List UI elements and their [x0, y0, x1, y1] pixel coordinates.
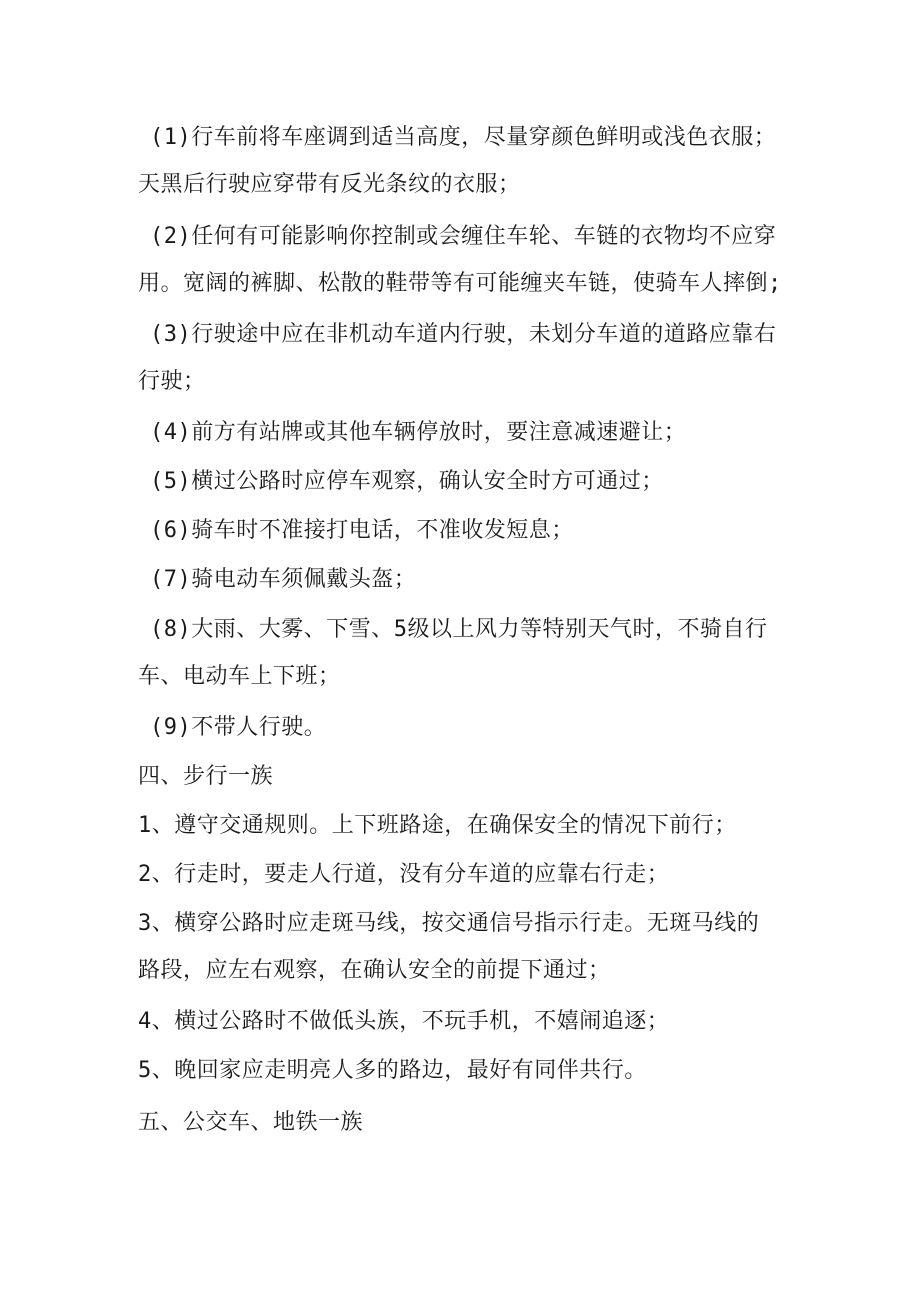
paragraph-line-12: 车、电动车上下班；: [138, 664, 341, 689]
paragraph-line-2: 天黑后行驶应穿带有反光条纹的衣服；: [138, 172, 521, 197]
paragraph-line-18: 路段，应左右观察，在确认安全的前提下通过；: [138, 958, 611, 983]
paragraph-line-15: 1、遵守交通规则。上下班路途，在确保安全的情况下前行；: [138, 813, 737, 838]
paragraph-line-3: (2)任何有可能影响你控制或会缠住车轮、车链的衣物均不应穿: [150, 224, 777, 249]
paragraph-line-10: (7)骑电动车须佩戴头盔；: [150, 567, 417, 592]
paragraph-line-20: 5、晚回家应走明亮人多的路边，最好有同伴共行。: [138, 1058, 647, 1083]
paragraph-line-4: 用。宽阔的裤脚、松散的鞋带等有可能缠夹车链，使骑车人摔倒;: [138, 271, 782, 296]
paragraph-line-6: 行驶；: [138, 369, 206, 394]
paragraph-line-11: (8)大雨、大雾、下雪、5级以上风力等特别天气时，不骑自行: [150, 617, 768, 642]
paragraph-line-5: (3)行驶途中应在非机动车道内行驶，未划分车道的道路应靠右: [150, 322, 777, 347]
paragraph-line-17: 3、横穿公路时应走斑马线，按交通信号指示行走。无斑马线的: [138, 911, 760, 936]
paragraph-line-1: (1)行车前将车座调到适当高度，尽量穿颜色鲜明或浅色衣服；: [150, 125, 777, 150]
section-heading-walking: 四、步行一族: [138, 764, 274, 789]
paragraph-line-19: 4、横过公路时不做低头族，不玩手机，不嬉闹追逐；: [138, 1009, 670, 1034]
section-heading-bus-subway: 五、公交车、地铁一族: [138, 1110, 364, 1135]
paragraph-line-8: (5)横过公路时应停车观察，确认安全时方可通过；: [150, 469, 664, 494]
paragraph-line-16: 2、行走时，要走人行道，没有分车道的应靠右行走；: [138, 862, 670, 887]
paragraph-line-13: (9)不带人行驶。: [150, 715, 327, 740]
paragraph-line-7: (4)前方有站牌或其他车辆停放时，要注意减速避让；: [150, 420, 687, 445]
paragraph-line-9: (6)骑车时不准接打电话，不准收发短息；: [150, 518, 574, 543]
